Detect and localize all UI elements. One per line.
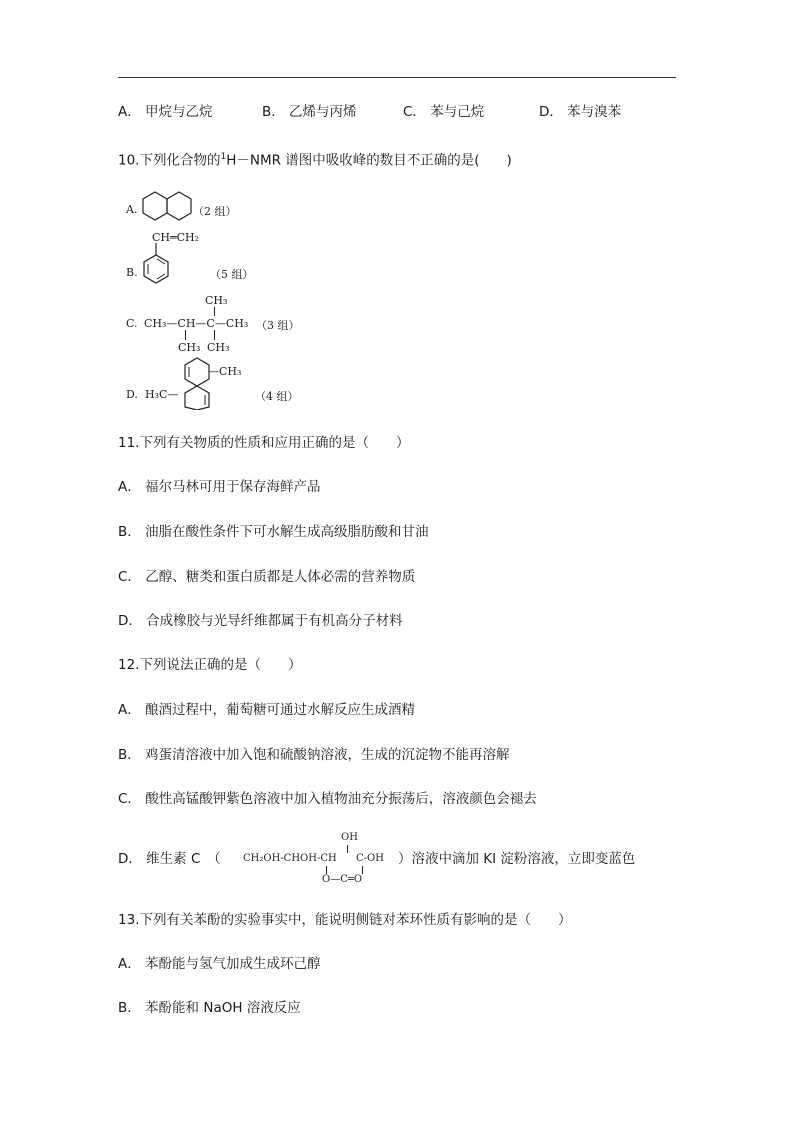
q10-c-note: （3 组） [256, 319, 300, 332]
q11-option-c: C． 乙醇、糖类和蛋白质都是人体必需的营养物质 [118, 569, 416, 585]
q10-stem-suffix: H－NMR 谱图中吸收峰的数目不正确的是( ) [226, 152, 512, 169]
q10-c-top-bond [214, 307, 215, 316]
q10-b-note: （5 组） [210, 268, 254, 281]
q12-d-ring-bottom: O—C═O [322, 874, 363, 885]
q10-c-bottom-methyl-2: CH₃ [207, 341, 230, 354]
q11-option-a: A． 福尔马林可用于保存海鲜产品 [118, 479, 321, 495]
q10-b-benzene-ring [140, 243, 172, 291]
q12-d-ring-bond-right [362, 866, 363, 874]
q10-a-note: （2 组） [193, 205, 237, 218]
q12-d-ring-bond-left [326, 866, 327, 874]
q12-option-b: B． 鸡蛋清溶液中加入饱和硫酸钠溶液，生成的沉淀物不能再溶解 [118, 747, 510, 763]
q12-option-d-suffix: ）溶液中滴加 KI 淀粉溶液，立即变蓝色 [398, 851, 636, 867]
q10-c-bottom-bond-2 [214, 330, 215, 340]
q10-d-right-methyl: —CH₃ [208, 365, 242, 378]
q13-stem: 13.下列有关苯酚的实验事实中，能说明侧链对苯环性质有影响的是（ ） [118, 912, 572, 928]
q12-d-oh-bond [347, 845, 348, 853]
q10-d-note: （4 组） [255, 390, 299, 403]
q12-option-a: A． 酿酒过程中，葡萄糖可通过水解反应生成酒精 [118, 702, 416, 718]
q12-d-c-oh: C-OH [356, 853, 384, 864]
q10-d-left-methyl: H₃C— [145, 388, 179, 401]
q12-d-oh-top: OH [341, 832, 358, 843]
q12-option-d-prefix: D． 维生素 C （ [118, 851, 221, 867]
q9-option-b: B． 乙烯与丙烯 [262, 104, 357, 120]
q12-stem: 12.下列说法正确的是（ ） [118, 657, 302, 673]
q10-stem-superscript: 1 [220, 152, 227, 162]
q13-option-b: B． 苯酚能和 NaOH 溶液反应 [118, 1000, 301, 1016]
header-rule [118, 77, 676, 78]
q9-option-a: A． 甲烷与乙烷 [118, 104, 213, 120]
q12-d-chain: CH₂OH-CHOH-CH [243, 853, 337, 864]
q10-d-label: D. [126, 388, 138, 401]
q10-b-label: B. [126, 266, 138, 279]
q10-a-label: A. [126, 203, 138, 216]
q10-c-bottom-methyl-1: CH₃ [178, 341, 201, 354]
q10-c-bottom-bond-1 [185, 330, 186, 340]
q10-a-ring-left [143, 192, 167, 220]
q10-c-top-methyl: CH₃ [205, 294, 228, 307]
q10-c-label: C. [126, 317, 138, 330]
q10-c-main-chain: CH₃—CH—C—CH₃ [144, 317, 249, 330]
q10-a-ring-right [167, 192, 191, 220]
q12-option-c: C． 酸性高锰酸钾紫色溶液中加入植物油充分振荡后，溶液颜色会褪去 [118, 791, 537, 807]
q10-stem-prefix: 10.下列化合物的 [118, 152, 221, 169]
q9-option-c: C． 苯与己烷 [403, 104, 485, 120]
q11-option-d: D． 合成橡胶与光导纤维都属于有机高分子材料 [118, 613, 403, 629]
q10-b-vinyl-group: CH═CH₂ [152, 231, 200, 244]
q11-stem: 11.下列有关物质的性质和应用正确的是（ ） [118, 435, 410, 451]
q13-option-a: A． 苯酚能与氢气加成生成环己醇 [118, 956, 321, 972]
q9-option-d: D． 苯与溴苯 [539, 104, 622, 120]
q11-option-b: B． 油脂在酸性条件下可水解生成高级脂肪酸和甘油 [118, 524, 429, 540]
q10-stem [118, 148, 512, 170]
